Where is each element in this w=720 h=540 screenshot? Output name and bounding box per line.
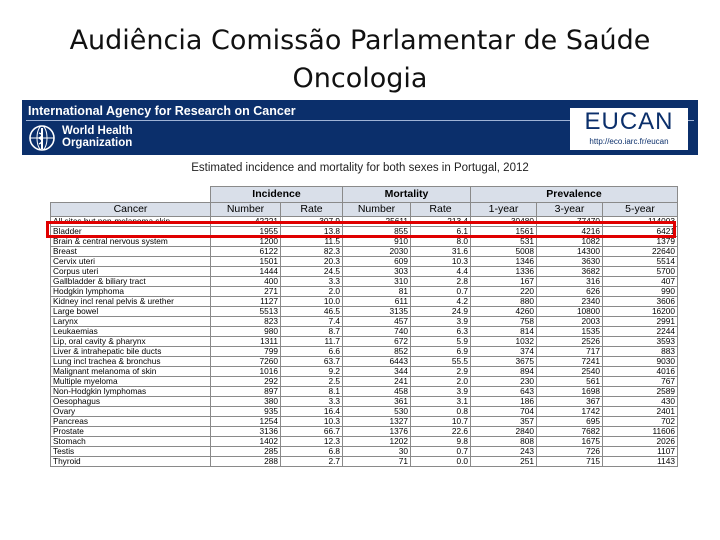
value-cell: 271 — [211, 287, 281, 297]
table-row — [51, 397, 678, 407]
value-cell: 6421 — [603, 227, 678, 237]
value-cell: 114003 — [603, 217, 678, 227]
who-name — [62, 125, 133, 149]
value-cell: 42221 — [211, 217, 281, 227]
value-cell: 22.6 — [411, 427, 471, 437]
eucan-url: http://eco.iarc.fr/eucan — [589, 137, 669, 146]
value-cell: 10.0 — [281, 297, 343, 307]
col-cancer: Cancer — [51, 203, 211, 217]
cancer-site-cell: All sites but non-melanoma skin — [51, 217, 211, 227]
value-cell: 4260 — [471, 307, 537, 317]
value-cell: 6.8 — [281, 447, 343, 457]
value-cell: 561 — [537, 377, 603, 387]
cancer-site-cell: Testis — [51, 447, 211, 457]
table-row — [51, 417, 678, 427]
value-cell: 531 — [471, 237, 537, 247]
value-cell: 71 — [343, 457, 411, 467]
value-cell: 6443 — [343, 357, 411, 367]
table-row — [51, 367, 678, 377]
value-cell: 251 — [471, 457, 537, 467]
cancer-site-cell: Lip, oral cavity & pharynx — [51, 337, 211, 347]
value-cell: 4016 — [603, 367, 678, 377]
value-cell: 9.2 — [281, 367, 343, 377]
value-cell: 8.7 — [281, 327, 343, 337]
value-cell: 3.9 — [411, 317, 471, 327]
value-cell: 2340 — [537, 297, 603, 307]
value-cell: 16200 — [603, 307, 678, 317]
cancer-site-cell: Prostate — [51, 427, 211, 437]
value-cell: 672 — [343, 337, 411, 347]
value-cell: 1379 — [603, 237, 678, 247]
value-cell: 81 — [343, 287, 411, 297]
value-cell: 2991 — [603, 317, 678, 327]
value-cell: 63.7 — [281, 357, 343, 367]
value-cell: 609 — [343, 257, 411, 267]
who-emblem-icon — [28, 124, 56, 152]
value-cell: 1032 — [471, 337, 537, 347]
value-cell: 5513 — [211, 307, 281, 317]
value-cell: 611 — [343, 297, 411, 307]
value-cell: 1202 — [343, 437, 411, 447]
value-cell: 66.7 — [281, 427, 343, 437]
cancer-site-cell: Cervix uteri — [51, 257, 211, 267]
value-cell: 6.1 — [411, 227, 471, 237]
value-cell: 3606 — [603, 297, 678, 307]
value-cell: 2.8 — [411, 277, 471, 287]
value-cell: 213.4 — [411, 217, 471, 227]
value-cell: 3.3 — [281, 277, 343, 287]
value-cell: 10800 — [537, 307, 603, 317]
value-cell: 767 — [603, 377, 678, 387]
group-incidence: Incidence — [211, 187, 343, 203]
value-cell: 715 — [537, 457, 603, 467]
iarc-agency-name: International Agency for Research on Cancer — [28, 104, 296, 118]
table-subtitle: Estimated incidence and mortality for both sexes in Portugal, 2012 — [191, 162, 529, 174]
value-cell: 626 — [537, 287, 603, 297]
value-cell: 316 — [537, 277, 603, 287]
cancer-site-cell: Gallbladder & biliary tract — [51, 277, 211, 287]
value-cell: 3593 — [603, 337, 678, 347]
value-cell: 814 — [471, 327, 537, 337]
value-cell: 935 — [211, 407, 281, 417]
value-cell: 167 — [471, 277, 537, 287]
value-cell: 5008 — [471, 247, 537, 257]
value-cell: 0.7 — [411, 287, 471, 297]
value-cell: 2540 — [537, 367, 603, 377]
value-cell: 7.4 — [281, 317, 343, 327]
value-cell: 241 — [343, 377, 411, 387]
value-cell: 894 — [471, 367, 537, 377]
value-cell: 3630 — [537, 257, 603, 267]
value-cell: 808 — [471, 437, 537, 447]
value-cell: 4.2 — [411, 297, 471, 307]
value-cell: 14300 — [537, 247, 603, 257]
value-cell: 980 — [211, 327, 281, 337]
value-cell: 0.0 — [411, 457, 471, 467]
table-row — [51, 337, 678, 347]
value-cell: 6.3 — [411, 327, 471, 337]
value-cell: 220 — [471, 287, 537, 297]
value-cell: 1254 — [211, 417, 281, 427]
value-cell: 1127 — [211, 297, 281, 307]
value-cell: 702 — [603, 417, 678, 427]
cancer-site-cell: Hodgkin lymphoma — [51, 287, 211, 297]
group-prevalence: Prevalence — [471, 187, 678, 203]
cancer-site-cell: Breast — [51, 247, 211, 257]
value-cell: 292 — [211, 377, 281, 387]
value-cell: 24.9 — [411, 307, 471, 317]
group-mortality: Mortality — [343, 187, 471, 203]
table-row — [51, 357, 678, 367]
value-cell: 230 — [471, 377, 537, 387]
cancer-site-cell: Non-Hodgkin lymphomas — [51, 387, 211, 397]
col-mortality-rate: Rate — [411, 203, 471, 217]
value-cell: 20.3 — [281, 257, 343, 267]
value-cell: 7682 — [537, 427, 603, 437]
value-cell: 3135 — [343, 307, 411, 317]
highlight-box-all-sites — [46, 221, 676, 238]
value-cell: 4.4 — [411, 267, 471, 277]
value-cell: 1311 — [211, 337, 281, 347]
value-cell: 82.3 — [281, 247, 343, 257]
value-cell: 1501 — [211, 257, 281, 267]
value-cell: 1082 — [537, 237, 603, 247]
value-cell: 643 — [471, 387, 537, 397]
cancer-site-cell: Large bowel — [51, 307, 211, 317]
value-cell: 11.7 — [281, 337, 343, 347]
value-cell: 3682 — [537, 267, 603, 277]
value-cell: 55.5 — [411, 357, 471, 367]
value-cell: 799 — [211, 347, 281, 357]
value-cell: 883 — [603, 347, 678, 357]
value-cell: 2526 — [537, 337, 603, 347]
value-cell: 10.3 — [281, 417, 343, 427]
value-cell: 2026 — [603, 437, 678, 447]
cancer-site-cell: Corpus uteri — [51, 267, 211, 277]
table-row — [51, 327, 678, 337]
table-row — [51, 247, 678, 257]
value-cell: 852 — [343, 347, 411, 357]
col-incidence-rate: Rate — [281, 203, 343, 217]
value-cell: 380 — [211, 397, 281, 407]
table-row — [51, 457, 678, 467]
value-cell: 823 — [211, 317, 281, 327]
value-cell: 458 — [343, 387, 411, 397]
value-cell: 2.0 — [281, 287, 343, 297]
value-cell: 12.3 — [281, 437, 343, 447]
value-cell: 457 — [343, 317, 411, 327]
table-row — [51, 317, 678, 327]
table-row — [51, 437, 678, 447]
cancer-site-cell: Kidney incl renal pelvis & urether — [51, 297, 211, 307]
value-cell: 4216 — [537, 227, 603, 237]
value-cell: 430 — [603, 397, 678, 407]
table-row — [51, 387, 678, 397]
table-row — [51, 427, 678, 437]
col-mortality-number: Number — [343, 203, 411, 217]
value-cell: 407 — [603, 277, 678, 287]
value-cell: 1675 — [537, 437, 603, 447]
value-cell: 1200 — [211, 237, 281, 247]
value-cell: 0.8 — [411, 407, 471, 417]
cancer-site-cell: Leukaemias — [51, 327, 211, 337]
value-cell: 1336 — [471, 267, 537, 277]
value-cell: 1402 — [211, 437, 281, 447]
table-row — [51, 297, 678, 307]
cancer-site-cell: Brain & central nervous system — [51, 237, 211, 247]
table-row — [51, 447, 678, 457]
value-cell: 288 — [211, 457, 281, 467]
cancer-site-cell: Pancreas — [51, 417, 211, 427]
who-name-line-2: Organization — [62, 137, 133, 149]
value-cell: 1346 — [471, 257, 537, 267]
table-row — [51, 347, 678, 357]
value-cell: 2.5 — [281, 377, 343, 387]
value-cell: 243 — [471, 447, 537, 457]
value-cell: 22640 — [603, 247, 678, 257]
col-prevalence-1-year: 1-year — [471, 203, 537, 217]
value-cell: 6.6 — [281, 347, 343, 357]
value-cell: 6.9 — [411, 347, 471, 357]
value-cell: 7260 — [211, 357, 281, 367]
eucan-name: EUCAN — [584, 108, 674, 135]
value-cell: 31.6 — [411, 247, 471, 257]
value-cell: 1143 — [603, 457, 678, 467]
value-cell: 530 — [343, 407, 411, 417]
value-cell: 2589 — [603, 387, 678, 397]
value-cell: 1444 — [211, 267, 281, 277]
value-cell: 13.8 — [281, 227, 343, 237]
value-cell: 2003 — [537, 317, 603, 327]
value-cell: 11.5 — [281, 237, 343, 247]
header-blank — [51, 187, 211, 203]
cancer-site-cell: Ovary — [51, 407, 211, 417]
value-cell: 46.5 — [281, 307, 343, 317]
cancer-site-cell: Multiple myeloma — [51, 377, 211, 387]
value-cell: 3136 — [211, 427, 281, 437]
eucan-banner — [22, 100, 698, 155]
value-cell: 855 — [343, 227, 411, 237]
table-row — [51, 257, 678, 267]
value-cell: 2244 — [603, 327, 678, 337]
table-row — [51, 267, 678, 277]
value-cell: 3.1 — [411, 397, 471, 407]
table-row — [51, 407, 678, 417]
value-cell: 186 — [471, 397, 537, 407]
value-cell: 1955 — [211, 227, 281, 237]
value-cell: 5.9 — [411, 337, 471, 347]
value-cell: 344 — [343, 367, 411, 377]
value-cell: 1698 — [537, 387, 603, 397]
value-cell: 726 — [537, 447, 603, 457]
value-cell: 11606 — [603, 427, 678, 437]
who-name-line-1: World Health — [62, 125, 133, 137]
cancer-site-cell: Stomach — [51, 437, 211, 447]
value-cell: 77470 — [537, 217, 603, 227]
value-cell: 2.7 — [281, 457, 343, 467]
value-cell: 1016 — [211, 367, 281, 377]
table-body — [51, 217, 678, 467]
cancer-site-cell: Malignant melanoma of skin — [51, 367, 211, 377]
col-prevalence-5-year: 5-year — [603, 203, 678, 217]
value-cell: 30 — [343, 447, 411, 457]
slide-title — [0, 22, 720, 98]
value-cell: 990 — [603, 287, 678, 297]
value-cell: 758 — [471, 317, 537, 327]
value-cell: 897 — [211, 387, 281, 397]
value-cell: 361 — [343, 397, 411, 407]
value-cell: 2.9 — [411, 367, 471, 377]
value-cell: 9.8 — [411, 437, 471, 447]
table-row — [51, 377, 678, 387]
value-cell: 6122 — [211, 247, 281, 257]
value-cell: 1535 — [537, 327, 603, 337]
value-cell: 2.0 — [411, 377, 471, 387]
eucan-logo — [570, 108, 688, 150]
value-cell: 695 — [537, 417, 603, 427]
value-cell: 1742 — [537, 407, 603, 417]
value-cell: 3.9 — [411, 387, 471, 397]
value-cell: 1327 — [343, 417, 411, 427]
value-cell: 2401 — [603, 407, 678, 417]
value-cell: 10.7 — [411, 417, 471, 427]
cancer-site-cell: Larynx — [51, 317, 211, 327]
table-row — [51, 237, 678, 247]
value-cell: 1561 — [471, 227, 537, 237]
value-cell: 1376 — [343, 427, 411, 437]
value-cell: 2840 — [471, 427, 537, 437]
value-cell: 740 — [343, 327, 411, 337]
value-cell: 8.0 — [411, 237, 471, 247]
table-column-header — [51, 203, 678, 217]
col-prevalence-3-year: 3-year — [537, 203, 603, 217]
value-cell: 7241 — [537, 357, 603, 367]
value-cell: 5514 — [603, 257, 678, 267]
value-cell: 2030 — [343, 247, 411, 257]
cancer-site-cell: Oesophagus — [51, 397, 211, 407]
table-row — [51, 277, 678, 287]
value-cell: 367 — [537, 397, 603, 407]
value-cell: 400 — [211, 277, 281, 287]
table-group-header — [51, 187, 678, 203]
slide-title-line-1: Audiência Comissão Parlamentar de Saúde — [69, 25, 651, 56]
value-cell: 303 — [343, 267, 411, 277]
value-cell: 3675 — [471, 357, 537, 367]
cancer-site-cell: Bladder — [51, 227, 211, 237]
cancer-site-cell: Lung incl trachea & bronchus — [51, 357, 211, 367]
table-row — [51, 307, 678, 317]
value-cell: 3.3 — [281, 397, 343, 407]
value-cell: 357 — [471, 417, 537, 427]
value-cell: 25611 — [343, 217, 411, 227]
cancer-site-cell: Thyroid — [51, 457, 211, 467]
value-cell: 0.7 — [411, 447, 471, 457]
value-cell: 704 — [471, 407, 537, 417]
value-cell: 285 — [211, 447, 281, 457]
value-cell: 374 — [471, 347, 537, 357]
value-cell: 1107 — [603, 447, 678, 457]
value-cell: 880 — [471, 297, 537, 307]
value-cell: 310 — [343, 277, 411, 287]
value-cell: 307.9 — [281, 217, 343, 227]
value-cell: 9030 — [603, 357, 678, 367]
value-cell: 30480 — [471, 217, 537, 227]
value-cell: 717 — [537, 347, 603, 357]
value-cell: 910 — [343, 237, 411, 247]
value-cell: 5700 — [603, 267, 678, 277]
value-cell: 8.1 — [281, 387, 343, 397]
slide-title-line-2: Oncologia — [292, 63, 428, 94]
value-cell: 16.4 — [281, 407, 343, 417]
value-cell: 24.5 — [281, 267, 343, 277]
cancer-site-cell: Liver & intrahepatic bile ducts — [51, 347, 211, 357]
col-incidence-number: Number — [211, 203, 281, 217]
table-row — [51, 287, 678, 297]
value-cell: 10.3 — [411, 257, 471, 267]
